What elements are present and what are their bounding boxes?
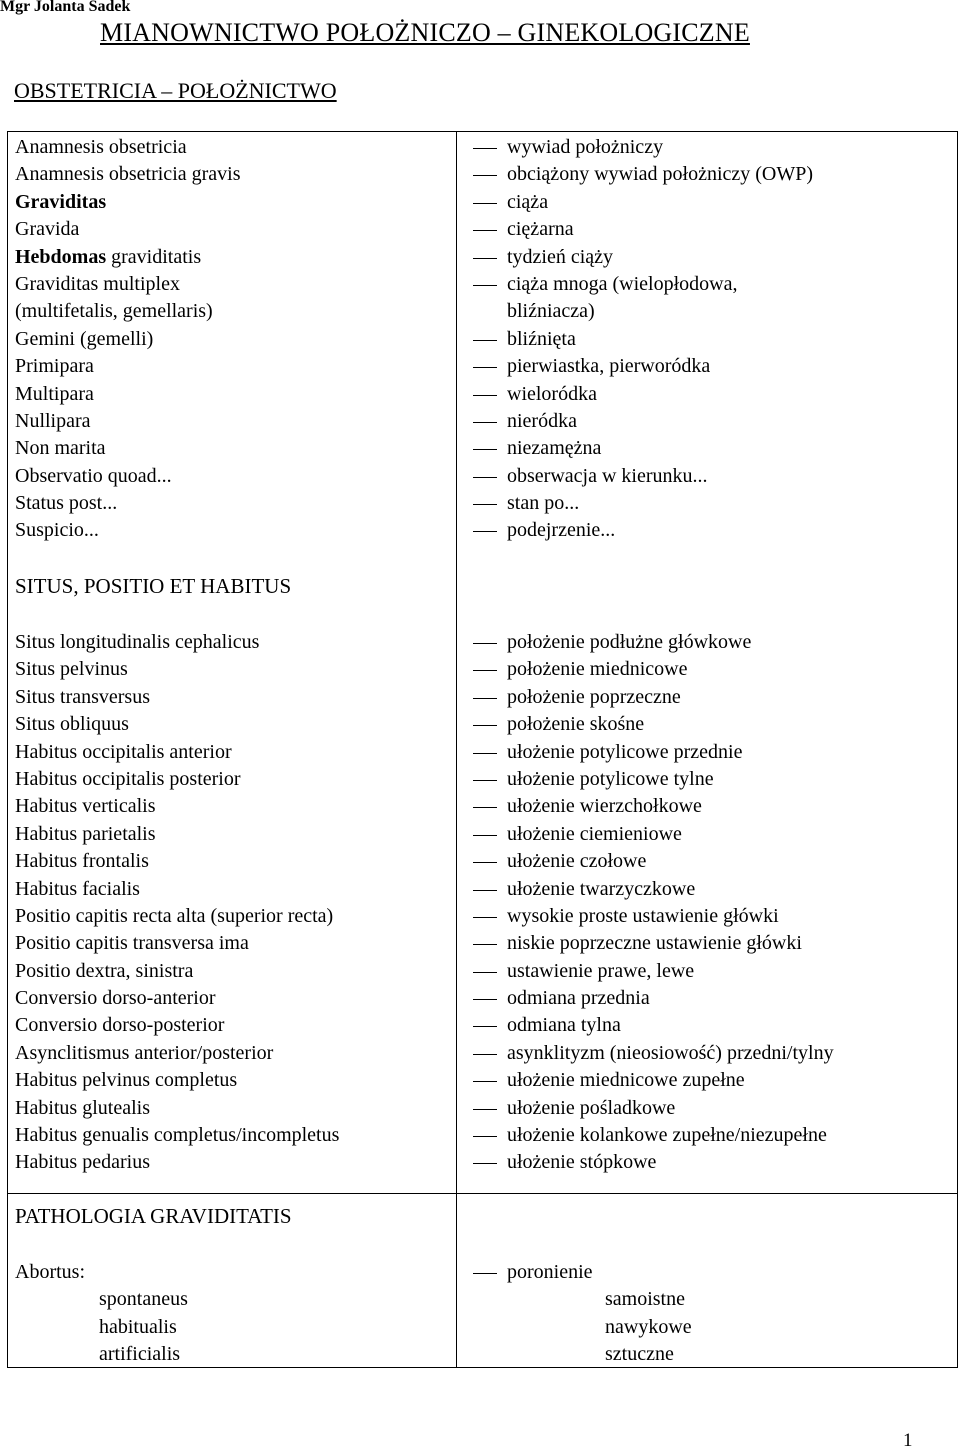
polish-term: położenie poprzeczne (457, 684, 834, 711)
polish-term: nawykowe (605, 1315, 692, 1338)
latin-term: Positio dextra, sinistra (15, 959, 194, 982)
latin-term: Graviditas multiplex (15, 272, 180, 295)
latin-term: Non marita (15, 437, 106, 460)
polish-term: nieródka (457, 408, 813, 435)
polish-label: poronienie (457, 1259, 692, 1286)
section2-latin-column (15, 629, 339, 1177)
polish-term: ustawienie prawe, lewe (457, 958, 834, 985)
latin-term: artificialis (99, 1343, 181, 1366)
polish-term: ułożenie twarzyczkowe (457, 876, 834, 903)
latin-term: Suspicio... (15, 519, 99, 542)
latin-term: Nullipara (15, 409, 91, 432)
polish-term: odmiana przednia (457, 985, 834, 1012)
latin-term: Anamnesis obsetricia (15, 136, 187, 158)
polish-term: ułożenie stópkowe (457, 1149, 834, 1176)
latin-term: Asynclitismus anterior/posterior (15, 1041, 274, 1064)
polish-term: tydzień ciąży (457, 244, 813, 271)
polish-term: odmiana tylna (457, 1012, 834, 1039)
latin-term: Habitus facialis (15, 877, 140, 900)
polish-term: ciąża (457, 189, 813, 216)
latin-term: Conversio dorso-posterior (15, 1014, 225, 1037)
section1-polish-column (457, 134, 813, 545)
latin-term: spontaneus (99, 1288, 188, 1311)
latin-term: Situs longitudinalis cephalicus (15, 631, 260, 653)
polish-term: asynklityzm (nieosiowość) przedni/tylny (457, 1040, 834, 1067)
latin-term: Habitus genualis completus/incompletus (15, 1124, 340, 1147)
polish-term: bliźnięta (457, 326, 813, 353)
latin-term: Multipara (15, 382, 94, 405)
polish-term: ułożenie wierzchołkowe (457, 793, 834, 820)
polish-term: stan po... (457, 490, 813, 517)
polish-term: samoistne (605, 1288, 685, 1311)
polish-term: ciąża mnoga (wielopłodowa, (457, 271, 813, 298)
latin-term: Situs obliquus (15, 713, 129, 736)
polish-term: wieloródka (457, 381, 813, 408)
polish-term: wywiad położniczy (457, 134, 813, 161)
latin-term: Anamnesis obsetricia gravis (15, 163, 241, 186)
polish-term: położenie miednicowe (457, 656, 834, 683)
latin-term: Habitus glutealis (15, 1096, 150, 1119)
polish-term: pierwiastka, pierworódka (457, 353, 813, 380)
latin-term: Habitus pedarius (15, 1151, 150, 1174)
latin-term: Hebdomas graviditatis (15, 245, 202, 268)
polish-term: ułożenie ciemieniowe (457, 821, 834, 848)
polish-term: niskie poprzeczne ustawienie główki (457, 930, 834, 957)
latin-term: Habitus pelvinus completus (15, 1069, 238, 1092)
latin-term: Habitus occipitalis anterior (15, 740, 232, 763)
polish-term: ułożenie miednicowe zupełne (457, 1067, 834, 1094)
section3-latin-column (15, 1259, 188, 1369)
latin-term: Situs transversus (15, 685, 150, 708)
latin-term: Primipara (15, 355, 94, 378)
polish-term: ułożenie potylicowe tylne (457, 766, 834, 793)
polish-term: podejrzenie... (457, 517, 813, 544)
page-number: 1 (903, 1430, 913, 1451)
latin-term: Status post... (15, 492, 118, 515)
latin-term: (multifetalis, gemellaris) (15, 300, 213, 323)
latin-term: Habitus parietalis (15, 822, 156, 845)
polish-term-continued: bliźniacza) (507, 300, 595, 323)
polish-term: położenie skośne (457, 711, 834, 738)
polish-term: sztuczne (605, 1343, 674, 1366)
section2-heading: SITUS, POSITIO ET HABITUS (15, 574, 292, 598)
latin-label: Abortus: (15, 1261, 85, 1283)
latin-term: Positio capitis recta alta (superior recta) (15, 904, 334, 927)
polish-term: obserwacja w kierunku... (457, 463, 813, 490)
section1-latin-column (15, 134, 241, 545)
latin-term: Positio capitis transversa ima (15, 932, 249, 955)
section3-polish-column (457, 1259, 692, 1369)
latin-term: Habitus frontalis (15, 850, 149, 873)
document-subtitle: OBSTETRICIA – POŁOŻNICTWO (14, 78, 337, 103)
latin-term: Conversio dorso-anterior (15, 987, 216, 1010)
polish-term: ułożenie czołowe (457, 848, 834, 875)
polish-term: ułożenie kolankowe zupełne/niezupełne (457, 1122, 834, 1149)
latin-term: Gemini (gemelli) (15, 327, 154, 350)
latin-term: Graviditas (15, 190, 107, 213)
document-title: MIANOWNICTWO POŁOŻNICZO – GINEKOLOGICZNE (100, 18, 750, 47)
section3-heading: PATHOLOGIA GRAVIDITATIS (15, 1204, 292, 1228)
author: Mgr Jolanta Sadek (0, 0, 131, 15)
section2-polish-column (457, 629, 834, 1177)
latin-term: Gravida (15, 218, 80, 241)
latin-term: Habitus occipitalis posterior (15, 767, 241, 790)
latin-term: Habitus verticalis (15, 795, 156, 818)
polish-term: ułożenie potylicowe przednie (457, 739, 834, 766)
polish-term: położenie podłużne główkowe (457, 629, 834, 656)
polish-term: ułożenie pośladkowe (457, 1095, 834, 1122)
polish-term: niezamężna (457, 435, 813, 462)
polish-term: wysokie proste ustawienie główki (457, 903, 834, 930)
latin-term: Situs pelvinus (15, 658, 128, 681)
polish-term: ciężarna (457, 216, 813, 243)
latin-term: Observatio quoad... (15, 464, 172, 487)
latin-term: habitualis (99, 1315, 177, 1338)
polish-term: obciążony wywiad położniczy (OWP) (457, 161, 813, 188)
